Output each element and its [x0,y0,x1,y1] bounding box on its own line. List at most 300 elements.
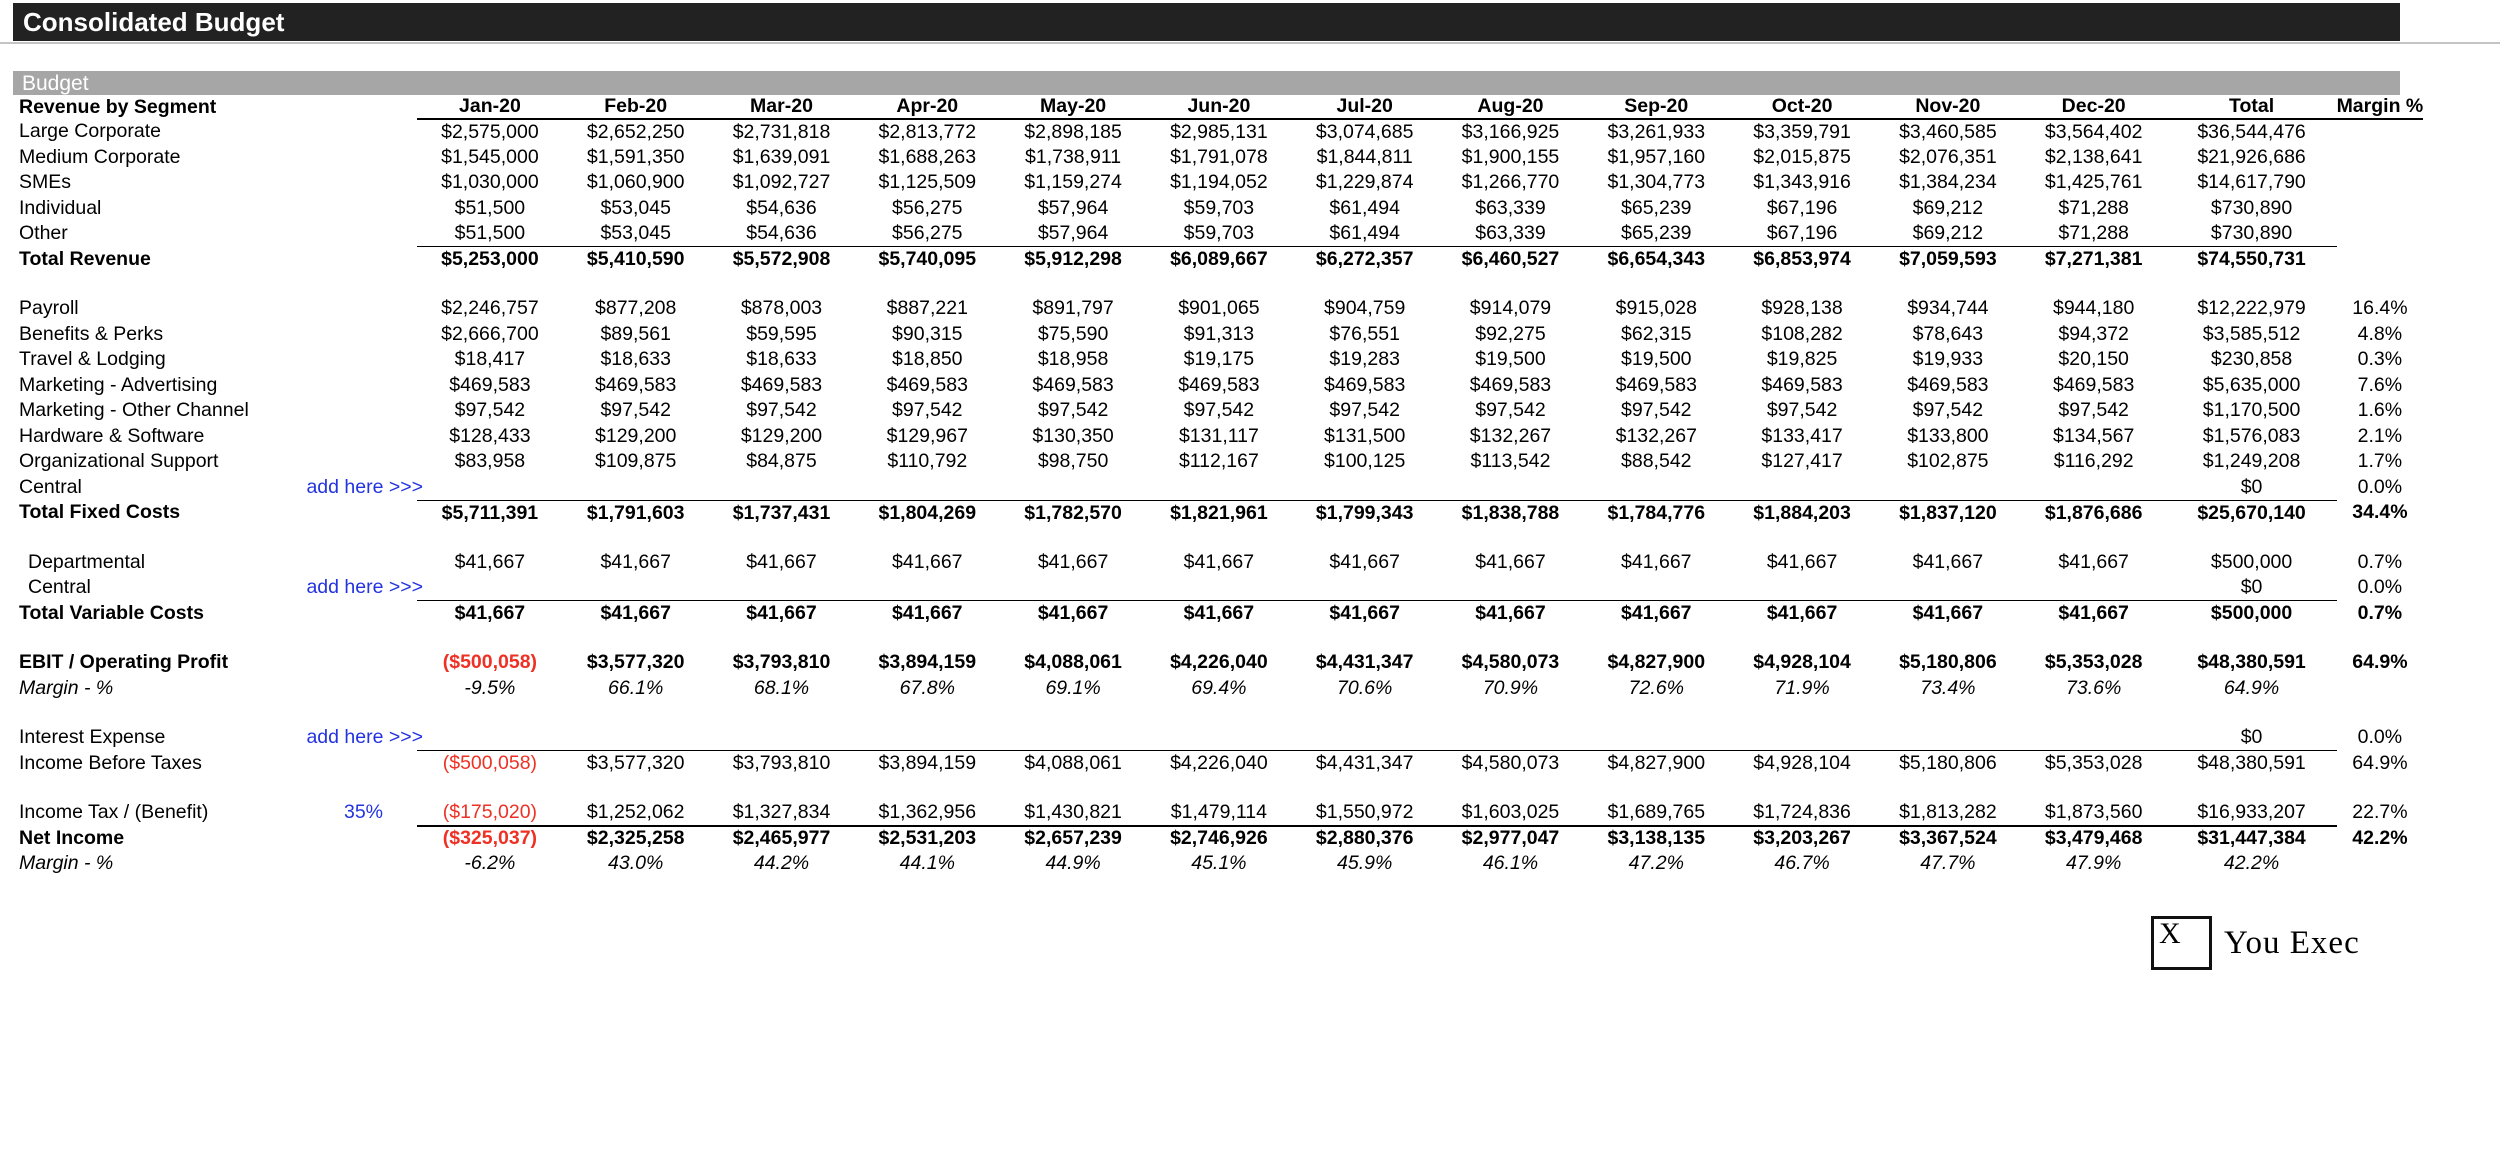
value-cell: $97,542 [1621,399,1692,422]
margin-cell [2337,170,2424,196]
value-cell: $97,542 [2058,399,2129,422]
row-label: Central [28,576,91,599]
margin-cell: 22.7% [2352,801,2408,824]
value-cell: $1,791,603 [586,501,685,524]
value-cell: $63,339 [1475,196,1546,219]
value-cell: $1,957,160 [1607,145,1706,168]
value-cell: $469,583 [740,373,823,396]
value-cell: $41,667 [1183,602,1255,624]
row-label-cell [13,221,417,247]
value-cell: $41,667 [2058,550,2129,573]
row-label: Total Fixed Costs [19,501,181,524]
value-cell: $71,288 [2021,221,2167,247]
value-cell: 46.7% [1774,852,1830,875]
row-label: Margin - % [19,676,114,699]
value-cell: 47.7% [1920,852,1976,875]
value-cell: $2,666,700 [441,322,539,345]
value-cell: $71,288 [2058,196,2129,219]
row-label-cell [13,322,417,348]
value-cell: $1,791,078 [1170,145,1268,168]
value-cell: $1,876,686 [2044,501,2143,524]
margin-cell: 64.9% [2352,651,2408,674]
total-cell: $16,933,207 [2167,800,2337,826]
table-row [13,322,2423,348]
row-label: Benefits & Perks [19,322,164,345]
value-cell: $59,703 [1146,221,1292,247]
value-cell: $41,667 [1475,602,1546,624]
value-cell: $1,884,203 [1753,501,1851,524]
margin-cell: 0.7% [2357,601,2403,624]
row-label: Central [19,475,82,498]
value-cell [563,575,709,601]
page-title: Consolidated Budget [23,7,285,37]
value-cell: $469,583 [595,373,677,396]
budget-table [13,95,2423,877]
spacer-row [13,526,2423,550]
value-cell: $41,667 [892,550,963,573]
value-cell: $469,583 [449,373,531,396]
table-row [13,119,2423,145]
value-cell: $41,667 [454,602,526,624]
value-cell [1583,475,1729,501]
column-header-total: Total [2167,95,2337,119]
value-cell: $83,958 [454,450,526,473]
value-cell: $1,229,874 [1315,171,1414,194]
value-cell: $54,636 [746,196,817,219]
value-cell: $57,964 [1037,196,1109,219]
value-cell: $108,282 [1761,322,1843,345]
table-header-row [13,95,2423,119]
value-cell [1438,475,1584,501]
value-cell: $891,797 [1032,297,1114,320]
value-cell [1000,575,1146,601]
value-cell: $3,577,320 [586,651,685,674]
margin-cell: 0.0% [2357,576,2403,599]
value-cell: $5,410,590 [586,248,685,270]
row-label: Other [19,222,68,245]
value-cell: $4,928,104 [1753,651,1851,674]
value-cell: $469,583 [1761,373,1843,396]
margin-cell: 64.9% [2352,751,2408,774]
value-cell: $5,711,391 [441,501,539,524]
row-label: Large Corporate [19,120,162,143]
value-cell: $469,583 [1469,373,1552,396]
total-cell: $21,926,686 [2197,145,2306,168]
value-cell: $88,542 [1621,450,1692,473]
value-cell: $2,880,376 [1315,827,1414,850]
value-cell: $41,667 [1766,602,1838,624]
value-cell: $1,430,821 [1000,800,1146,826]
value-cell: $53,045 [600,196,671,219]
value-cell: $132,267 [1615,424,1697,447]
row-label-cell [13,475,423,501]
value-cell [1729,575,1875,601]
table-row [13,221,2423,247]
value-cell: $129,200 [740,424,823,447]
value-cell: $4,088,061 [1024,752,1122,774]
value-cell: $5,353,028 [2044,651,2143,674]
margin-cell [2337,851,2424,877]
logo-brand-text: You Exec [2224,924,2360,961]
row-label: SMEs [19,171,72,194]
add-here-link[interactable]: add here >>> [306,576,423,599]
value-cell: $132,267 [1469,424,1552,447]
row-label: Organizational Support [19,450,219,473]
value-cell [1292,475,1438,501]
value-cell: $1,479,114 [1146,800,1292,826]
value-cell [417,475,563,501]
row-label-cell [13,449,417,475]
value-cell: $41,667 [1037,602,1109,624]
value-cell: $1,343,916 [1753,171,1851,194]
value-cell [709,725,855,751]
value-cell: $97,542 [746,399,817,422]
value-cell: 73.6% [2066,676,2122,699]
row-label-cell [13,398,417,424]
total-cell: $31,447,384 [2197,827,2306,850]
row-label-cell [13,601,417,627]
value-cell: $2,465,977 [732,827,831,850]
value-cell [2021,725,2167,751]
value-cell: $127,417 [1761,450,1843,473]
value-cell: $54,636 [709,221,855,247]
value-cell: $901,065 [1178,297,1260,320]
row-label-cell [13,751,417,777]
row-label: EBIT / Operating Profit [19,651,229,674]
value-cell: $97,542 [1766,399,1838,422]
value-cell: $7,271,381 [2044,248,2143,270]
value-cell [417,725,563,751]
value-cell: $469,583 [1178,373,1260,396]
table-row [13,347,2423,373]
table-row [13,373,2423,399]
value-cell [1875,575,2021,601]
value-cell: $469,583 [1032,373,1114,396]
value-cell: $69,212 [1912,196,1984,219]
value-cell: $19,933 [1912,348,1984,371]
value-cell [1729,475,1875,501]
value-cell: $3,479,468 [2044,827,2143,850]
value-cell: $41,667 [892,602,963,624]
total-cell: $0 [2167,725,2337,751]
value-cell: $2,898,185 [1024,120,1122,143]
row-label-cell [13,725,423,751]
row-label-cell [13,347,417,373]
value-cell: $97,542 [600,399,671,422]
value-cell: 66.1% [608,676,664,699]
value-cell [1292,725,1438,751]
section-label: Budget [22,72,89,95]
value-cell [2021,575,2167,601]
value-cell: 44.1% [899,852,955,875]
value-cell [854,725,1000,751]
youexec-logo [2151,916,2360,970]
table-row [13,751,2423,777]
margin-cell: 1.7% [2357,450,2403,473]
value-cell: $1,844,811 [1316,145,1413,168]
table-row [13,247,2423,273]
value-cell: $65,239 [1583,221,1729,247]
value-cell: $1,092,727 [732,171,831,194]
value-cell: 47.9% [2066,852,2122,875]
table-row [13,851,2423,877]
value-cell: $129,200 [595,424,677,447]
table-row [13,601,2423,627]
value-cell: $1,591,350 [586,145,685,168]
value-cell: $1,060,900 [586,171,685,194]
value-cell: $41,667 [1766,550,1838,573]
value-cell: $41,667 [2058,602,2129,624]
value-cell: $3,074,685 [1315,120,1414,143]
value-cell: $1,362,956 [854,800,1000,826]
row-label-cell [13,119,417,145]
value-cell: $41,667 [746,550,817,573]
value-cell: $469,583 [1907,373,1989,396]
spacer-cell [13,526,2423,550]
value-cell [1146,725,1292,751]
row-label-cell [13,373,417,399]
table-row [13,676,2423,702]
value-cell: $129,967 [886,424,968,447]
value-cell: $914,079 [1469,297,1552,320]
value-cell: $90,315 [892,322,963,345]
row-label: Net Income [19,826,125,849]
value-cell: $3,138,135 [1607,827,1706,850]
value-cell: $1,688,263 [878,145,977,168]
row-label: Marketing - Other Channel [19,399,249,422]
total-cell: $14,617,790 [2197,171,2306,194]
value-cell: 47.2% [1628,852,1684,875]
value-cell: $1,782,570 [1024,501,1122,524]
value-cell: $41,667 [1912,550,1984,573]
value-cell: $5,353,028 [2044,752,2143,774]
value-cell: $18,633 [600,348,671,371]
value-cell: $887,221 [886,297,968,320]
table-row [13,170,2423,196]
value-cell [1875,725,2021,751]
row-label-cell [13,851,417,877]
row-label: Hardware & Software [19,424,205,447]
value-cell: $3,460,585 [1899,120,1997,143]
column-header-label: Revenue by Segment [19,95,217,118]
table-row [13,449,2423,475]
column-header-month: Oct-20 [1729,95,1875,119]
value-cell: $97,542 [1037,399,1109,422]
value-cell: $469,583 [886,373,968,396]
value-cell: $4,226,040 [1170,752,1268,774]
value-cell: $91,313 [1183,322,1255,345]
margin-cell [2337,247,2424,273]
value-cell: $51,500 [417,221,563,247]
table-row [13,550,2423,576]
total-cell: $74,550,731 [2197,248,2306,270]
value-cell: $1,603,025 [1438,800,1584,826]
value-cell: $41,667 [1621,602,1692,624]
value-cell: $5,572,908 [732,248,831,270]
value-cell: $3,367,524 [1899,827,1997,850]
value-cell: $57,964 [1000,221,1146,247]
value-cell: $2,985,131 [1170,120,1268,143]
value-cell: $5,912,298 [1024,248,1122,270]
column-header-month: Jan-20 [417,95,563,119]
margin-cell: 0.7% [2357,550,2403,573]
value-cell: $18,633 [746,348,817,371]
value-cell: $59,595 [746,322,817,345]
value-cell: $109,875 [595,450,677,473]
value-cell: $1,550,972 [1292,800,1438,826]
value-cell: $3,261,933 [1607,120,1706,143]
total-cell: $48,380,591 [2197,651,2306,674]
column-header-month: May-20 [1000,95,1146,119]
row-label-cell [13,170,417,196]
column-header-month: Dec-20 [2021,95,2167,119]
value-cell: $4,431,347 [1315,651,1414,674]
value-cell [1583,575,1729,601]
row-label: Travel & Lodging [19,348,166,371]
column-header-month: Feb-20 [563,95,709,119]
value-cell [1729,725,1875,751]
value-cell: $2,015,875 [1753,145,1851,168]
value-cell: $1,804,269 [878,501,977,524]
value-cell: ($500,058) [442,651,538,674]
table-row [13,424,2423,450]
total-cell: $230,858 [2210,348,2293,371]
value-cell: $67,196 [1729,221,1875,247]
value-cell: $2,977,047 [1461,827,1560,850]
value-cell: $928,138 [1761,297,1843,320]
value-cell: $1,689,765 [1583,800,1729,826]
value-cell: $3,359,791 [1753,120,1851,143]
total-cell: $36,544,476 [2197,120,2306,143]
value-cell: $2,575,000 [441,120,539,143]
value-cell: $4,827,900 [1607,752,1706,774]
value-cell [1000,475,1146,501]
tax-rate-value[interactable]: 35% [343,801,383,824]
value-cell: $61,494 [1292,221,1438,247]
table-row [13,196,2423,222]
total-cell: $12,222,979 [2197,297,2306,320]
value-cell [709,575,855,601]
section-bar [13,71,2400,95]
value-cell: $97,542 [892,399,963,422]
table-row [13,296,2423,322]
value-cell: $65,239 [1621,196,1692,219]
value-cell: $2,138,641 [2044,145,2143,168]
value-cell: $94,372 [2058,322,2129,345]
row-label-cell [13,800,417,826]
value-cell: $5,180,806 [1899,752,1997,774]
value-cell: $3,793,810 [732,651,831,674]
spacer-cell [13,626,2423,650]
value-cell: $131,117 [1178,424,1259,447]
value-cell: $6,272,357 [1315,248,1414,270]
value-cell: 44.2% [753,852,810,875]
value-cell [2021,475,2167,501]
spacer-cell [13,776,2423,800]
value-cell: $469,583 [1615,373,1697,396]
value-cell: $1,545,000 [441,145,539,168]
value-cell [1146,475,1292,501]
value-cell: 46.1% [1482,852,1539,875]
value-cell: $19,283 [1329,348,1400,371]
logo-x-box [2151,916,2212,970]
value-cell [1875,475,2021,501]
value-cell: $19,825 [1766,348,1838,371]
value-cell: $134,567 [2052,424,2135,447]
value-cell: $877,208 [595,297,677,320]
value-cell: 45.9% [1337,852,1393,875]
row-label: Individual [19,196,102,219]
table-row [13,398,2423,424]
value-cell: $133,417 [1761,424,1843,447]
value-cell [709,475,855,501]
logo-x-mark: X [2159,917,2181,950]
value-cell: $4,928,104 [1753,752,1851,774]
total-cell: $3,585,512 [2202,322,2301,345]
margin-cell: 42.2% [2352,826,2408,849]
margin-cell [2337,196,2424,222]
row-label: Payroll [19,297,79,320]
value-cell: $19,175 [1183,348,1255,371]
value-cell: $4,580,073 [1461,752,1560,774]
margin-cell [2337,119,2424,145]
value-cell: $2,813,772 [878,120,977,143]
margin-cell: 4.8% [2357,322,2403,345]
row-label: Income Before Taxes [19,751,202,774]
value-cell: $2,246,757 [441,297,539,320]
row-label: Margin - % [19,852,114,875]
value-cell: ($175,020) [417,800,563,826]
value-cell [1292,575,1438,601]
total-cell: $0 [2167,575,2337,601]
value-cell: $2,325,258 [586,827,685,850]
value-cell: $2,731,818 [732,120,831,143]
margin-cell: 1.6% [2357,399,2403,422]
table-row [13,475,2423,501]
column-header-month: Apr-20 [854,95,1000,119]
total-cell: $730,890 [2210,196,2293,219]
value-cell [563,475,709,501]
value-cell: $878,003 [740,297,823,320]
value-cell: -6.2% [464,852,516,875]
title-divider [0,42,2500,44]
value-cell: $110,792 [887,450,968,473]
column-header-month: Jul-20 [1292,95,1438,119]
table-row [13,800,2423,826]
spacer-cell [13,701,2423,725]
value-cell: 45.1% [1191,852,1247,875]
column-header-month: Sep-20 [1583,95,1729,119]
margin-cell: 2.1% [2357,424,2403,447]
column-header-month: Nov-20 [1875,95,2021,119]
value-cell: $5,180,806 [1899,651,1997,674]
value-cell: $2,076,351 [1899,145,1997,168]
value-cell: $3,166,925 [1461,120,1560,143]
add-here-link[interactable]: add here >>> [306,475,423,498]
value-cell: $2,531,203 [878,827,977,850]
value-cell: $4,431,347 [1315,752,1414,774]
total-cell: $1,170,500 [2202,399,2301,422]
value-cell: $97,542 [1475,399,1546,422]
value-cell: $2,657,239 [1024,827,1122,850]
value-cell: 73.4% [1920,676,1976,699]
table-row [13,575,2423,601]
value-cell: $41,667 [1183,550,1255,573]
add-here-link[interactable]: add here >>> [306,726,423,749]
value-cell: $1,252,062 [563,800,709,826]
value-cell: $469,583 [2052,373,2135,396]
value-cell: $41,667 [1912,602,1984,624]
